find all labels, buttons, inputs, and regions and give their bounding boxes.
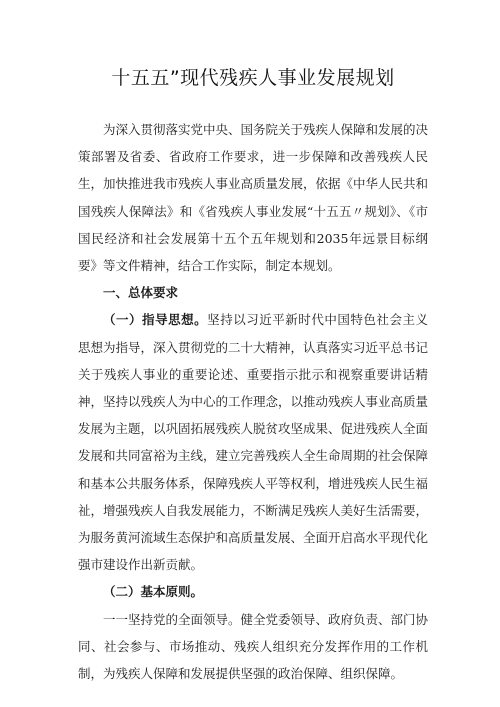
intro-paragraph: 为深入贯彻落实党中央、国务院关于残疾人保障和发展的决策部署及省委、省政府工作要求，进一步保障和改善残疾人民生，加快推进我市残疾人事业高质量发展，依据《中华人民共和国残疾人保障法》和《省残疾人事业发展“十五五〃规划》、《市国民经济和社会发展第十五个五年规划和2035年远景目标纲要》等文件精神，结合工作实际，制定本规划。 <box>78 122 429 274</box>
principle-party-leadership-paragraph: 一一坚持党的全面领导。健全党委领导、政府负责、部门协同、社会参与、市场推动、残疾人组织充分发挥作用的工作机制，为残疾人保障和发展提供坚强的政治保障、组织保障。 <box>78 611 429 682</box>
guiding-ideology-text: 坚持以习近平新时代中国特色社会主义思想为指导，深入贯彻党的二十大精神，认真落实习近平总书记关于残疾人事业的重要论述、重要指示批示和视察重要讲话精神，坚持以残疾人为中心的工作理念，以推动残疾人事业高质量发展为主题，以巩固拓展残疾人脱贫攻坚成果、促进残疾人全面发展和共同富裕为主线，建立完善残疾人全生命周期的社会保障和基本公共服务体系，保障残疾人平等权利，增进残疾人民生福祉，增强残疾人自我发展能力，不断满足残疾人美好生活需要，为服务黄河流域生态保护和高质量发展、全面开启高水平现代化强市建设作出新贡献。 <box>78 312 429 573</box>
guiding-ideology-lead: （一）指导思想。 <box>103 312 208 328</box>
document-title: 十五五”现代残疾人事业发展规划 <box>111 67 395 89</box>
subsection-heading-basic-principles: （二）基本原则。 <box>103 584 204 600</box>
guiding-ideology-paragraph <box>78 306 428 578</box>
section-heading-general-requirements: 一、总体要求 <box>103 285 179 301</box>
